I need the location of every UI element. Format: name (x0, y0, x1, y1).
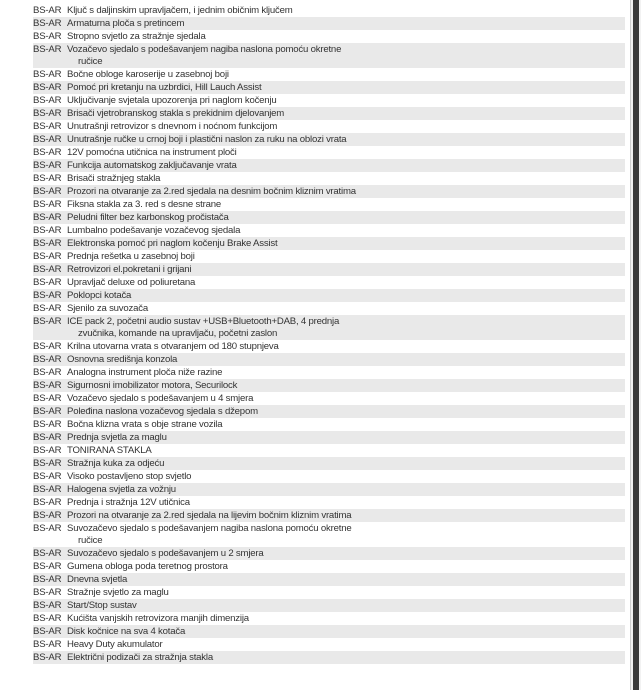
item-code: BS-AR (33, 185, 62, 197)
item-description (67, 5, 625, 17)
item-code: BS-AR (33, 405, 62, 417)
item-description (67, 354, 625, 366)
item-description (67, 186, 625, 198)
item-code: BS-AR (33, 289, 62, 301)
item-description-line: Visoko postavljeno stop svjetlo (67, 470, 192, 482)
list-item (33, 185, 625, 198)
list-item (33, 599, 625, 612)
item-code: BS-AR (33, 418, 62, 430)
item-code: BS-AR (33, 4, 62, 16)
item-description (67, 238, 625, 250)
item-code: BS-AR (33, 159, 62, 171)
item-code: BS-AR (33, 250, 62, 262)
item-description-line: Bočna klizna vrata s obje strane vozila (67, 418, 223, 430)
item-description (67, 574, 625, 586)
item-description-line: Stražnja kuka za odjeću (67, 457, 165, 469)
item-description (67, 277, 625, 289)
item-description (67, 497, 625, 509)
item-code: BS-AR (33, 586, 62, 598)
item-code: BS-AR (33, 30, 62, 42)
item-description-line: Bočne obloge karoserije u zasebnoj boji (67, 68, 229, 80)
item-description-line: Brisači vjetrobranskog stakla s prekidnim djelovanjem (67, 107, 285, 119)
list-item (33, 353, 625, 366)
item-description-line: Vozačevo sjedalo s podešavanjem u 4 smjera (67, 392, 254, 404)
item-description (67, 121, 625, 133)
item-description (67, 160, 625, 172)
item-description (67, 510, 625, 522)
list-item (33, 68, 625, 81)
list-item (33, 30, 625, 43)
item-description (67, 600, 625, 612)
list-item (33, 94, 625, 107)
item-description (67, 316, 625, 340)
item-code: BS-AR (33, 120, 62, 132)
list-item (33, 496, 625, 509)
item-description-line: Unutrašnji retrovizor s dnevnom i noćnom funkcijom (67, 120, 278, 132)
item-description-line: Poklopci kotača (67, 289, 132, 301)
list-item (33, 522, 625, 547)
item-description-line: Funkcija automatskog zaključavanje vrata (67, 159, 237, 171)
item-description-line: Prednja svjetla za maglu (67, 431, 167, 443)
item-description (67, 587, 625, 599)
list-item (33, 366, 625, 379)
item-description-line: Kućišta vanjskih retrovizora manjih dimenzija (67, 612, 249, 624)
list-item (33, 172, 625, 185)
item-code: BS-AR (33, 94, 62, 106)
item-code: BS-AR (33, 353, 62, 365)
item-code: BS-AR (33, 392, 62, 404)
item-description-line: Peludni filter bez karbonskog pročistača (67, 211, 229, 223)
item-description-line: Fiksna stakla za 3. red s desne strane (67, 198, 221, 210)
item-description (67, 406, 625, 418)
item-code: BS-AR (33, 457, 62, 469)
item-description (67, 652, 625, 664)
item-description (67, 199, 625, 211)
item-description (67, 31, 625, 43)
item-description-line: Krilna utovarna vrata s otvaranjem od 180 stupnjeva (67, 340, 279, 352)
list-item (33, 586, 625, 599)
item-description-line: Uključivanje svjetala upozorenja pri naglom kočenju (67, 94, 277, 106)
item-description-line: Sjenilo za suvozača (67, 302, 148, 314)
list-item (33, 392, 625, 405)
item-description (67, 613, 625, 625)
item-code: BS-AR (33, 81, 62, 93)
item-description-line: Prednja i stražnja 12V utičnica (67, 496, 190, 508)
item-code: BS-AR (33, 263, 62, 275)
item-code: BS-AR (33, 198, 62, 210)
item-code: BS-AR (33, 547, 62, 559)
item-description-line: Sigurnosni imobilizator motora, Securilock (67, 379, 238, 391)
list-item (33, 276, 625, 289)
item-code: BS-AR (33, 276, 62, 288)
item-description-line: Lumbalno podešavanje vozačevog sjedala (67, 224, 241, 236)
item-description (67, 445, 625, 457)
list-item (33, 250, 625, 263)
item-code: BS-AR (33, 68, 62, 80)
item-description (67, 419, 625, 431)
item-description-line: Elektronska pomoć pri naglom kočenju Brake Assist (67, 237, 278, 249)
item-description (67, 264, 625, 276)
item-description (67, 251, 625, 263)
equipment-list (33, 4, 625, 664)
item-code: BS-AR (33, 573, 62, 585)
item-description-line: Osnovna središnja konzola (67, 353, 178, 365)
list-item (33, 418, 625, 431)
list-item (33, 81, 625, 94)
item-description (67, 212, 625, 224)
item-code: BS-AR (33, 224, 62, 236)
item-description (67, 290, 625, 302)
item-description (67, 432, 625, 444)
list-item (33, 198, 625, 211)
item-description (67, 367, 625, 379)
item-description (67, 225, 625, 237)
item-description (67, 44, 625, 68)
item-code: BS-AR (33, 496, 62, 508)
item-code: BS-AR (33, 483, 62, 495)
list-item (33, 625, 625, 638)
item-description (67, 303, 625, 315)
item-description-continuation: zvučnika, komande na upravljaču, početni zaslon (78, 327, 278, 339)
item-description-line: Upravljač deluxe od poliuretana (67, 276, 196, 288)
item-description (67, 147, 625, 159)
item-description (67, 458, 625, 470)
item-description-line: TONIRANA STAKLA (67, 444, 152, 456)
item-description (67, 341, 625, 353)
item-code: BS-AR (33, 107, 62, 119)
list-item (33, 302, 625, 315)
list-item (33, 17, 625, 30)
item-code: BS-AR (33, 17, 62, 29)
item-code: BS-AR (33, 379, 62, 391)
list-item (33, 4, 625, 17)
list-item (33, 560, 625, 573)
item-description-line: Dnevna svjetla (67, 573, 128, 585)
item-code: BS-AR (33, 315, 62, 327)
item-description-line: Halogena svjetla za vožnju (67, 483, 176, 495)
list-item (33, 651, 625, 664)
item-description-continuation: ručice (78, 534, 103, 546)
item-description (67, 471, 625, 483)
item-code: BS-AR (33, 366, 62, 378)
item-description-line: Start/Stop sustav (67, 599, 137, 611)
list-item (33, 224, 625, 237)
item-description-line: Analogna instrument ploča niže razine (67, 366, 223, 378)
item-code: BS-AR (33, 560, 62, 572)
item-code: BS-AR (33, 509, 62, 521)
item-description (67, 82, 625, 94)
scrollbar-thumb[interactable] (633, 0, 639, 690)
item-description-line: Prozori na otvaranje za 2.red sjedala na lijevim bočnim kliznim vratima (67, 509, 352, 521)
item-description-line: ICE pack 2, početni audio sustav +USB+Bluetooth+DAB, 4 prednja (67, 315, 340, 327)
list-item (33, 638, 625, 651)
item-code: BS-AR (33, 651, 62, 663)
list-item (33, 107, 625, 120)
item-description (67, 18, 625, 30)
item-description-line: Stražnje svjetlo za maglu (67, 586, 169, 598)
item-code: BS-AR (33, 444, 62, 456)
item-code: BS-AR (33, 146, 62, 158)
list-item (33, 379, 625, 392)
vertical-scrollbar[interactable] (630, 0, 641, 690)
list-item (33, 431, 625, 444)
list-item (33, 263, 625, 276)
list-item (33, 211, 625, 224)
item-code: BS-AR (33, 638, 62, 650)
item-description-line: Disk kočnice na sva 4 kotača (67, 625, 186, 637)
item-code: BS-AR (33, 133, 62, 145)
item-description-line: 12V pomoćna utičnica na instrument ploči (67, 146, 237, 158)
list-item (33, 159, 625, 172)
item-description-line: Retrovizori el.pokretani i grijani (67, 263, 192, 275)
item-description (67, 134, 625, 146)
item-description (67, 69, 625, 81)
item-description-line: Stropno svjetlo za stražnje sjedala (67, 30, 206, 42)
item-code: BS-AR (33, 431, 62, 443)
list-item (33, 509, 625, 522)
item-description-line: Električni podizači za stražnja stakla (67, 651, 213, 663)
list-item (33, 289, 625, 302)
item-description (67, 561, 625, 573)
list-item (33, 457, 625, 470)
item-description-line: Unutrašnje ručke u crnoj boji i plastični naslon za ruku na oblozi vrata (67, 133, 347, 145)
item-code: BS-AR (33, 522, 62, 534)
item-code: BS-AR (33, 340, 62, 352)
item-code: BS-AR (33, 43, 62, 55)
item-description-line: Vozačevo sjedalo s podešavanjem nagiba naslona pomoću okretne (67, 43, 342, 55)
list-item (33, 315, 625, 340)
list-item (33, 405, 625, 418)
list-item (33, 470, 625, 483)
item-code: BS-AR (33, 599, 62, 611)
item-description (67, 639, 625, 651)
item-code: BS-AR (33, 211, 62, 223)
item-code: BS-AR (33, 172, 62, 184)
item-description (67, 95, 625, 107)
item-description-line: Armaturna ploča s pretincem (67, 17, 185, 29)
item-description (67, 393, 625, 405)
item-description-line: Ključ s daljinskim upravljačem, i jednim običnim ključem (67, 4, 293, 16)
list-item (33, 237, 625, 250)
list-item (33, 43, 625, 68)
list-item (33, 612, 625, 625)
item-description-continuation: ručice (78, 55, 103, 67)
item-code: BS-AR (33, 612, 62, 624)
item-code: BS-AR (33, 470, 62, 482)
item-description-line: Poleđina naslona vozačevog sjedala s džepom (67, 405, 258, 417)
list-item (33, 573, 625, 586)
list-item (33, 146, 625, 159)
item-description (67, 108, 625, 120)
item-description-line: Pomoć pri kretanju na uzbrdici, Hill Lauch Assist (67, 81, 262, 93)
item-description (67, 548, 625, 560)
item-description-line: Suvozačevo sjedalo s podešavanjem u 2 smjera (67, 547, 264, 559)
item-description (67, 484, 625, 496)
list-item (33, 120, 625, 133)
item-code: BS-AR (33, 625, 62, 637)
list-item (33, 340, 625, 353)
item-code: BS-AR (33, 302, 62, 314)
item-code: BS-AR (33, 237, 62, 249)
list-item (33, 444, 625, 457)
list-item (33, 547, 625, 560)
item-description-line: Heavy Duty akumulator (67, 638, 163, 650)
item-description-line: Prednja rešetka u zasebnoj boji (67, 250, 195, 262)
item-description (67, 626, 625, 638)
item-description-line: Brisači stražnjeg stakla (67, 172, 161, 184)
item-description-line: Suvozačevo sjedalo s podešavanjem nagiba naslona pomoću okretne (67, 522, 352, 534)
item-description (67, 380, 625, 392)
item-description (67, 173, 625, 185)
item-description-line: Gumena obloga poda teretnog prostora (67, 560, 228, 572)
item-description (67, 523, 625, 547)
item-description-line: Prozori na otvaranje za 2.red sjedala na desnim bočnim kliznim vratima (67, 185, 356, 197)
list-item (33, 133, 625, 146)
list-item (33, 483, 625, 496)
